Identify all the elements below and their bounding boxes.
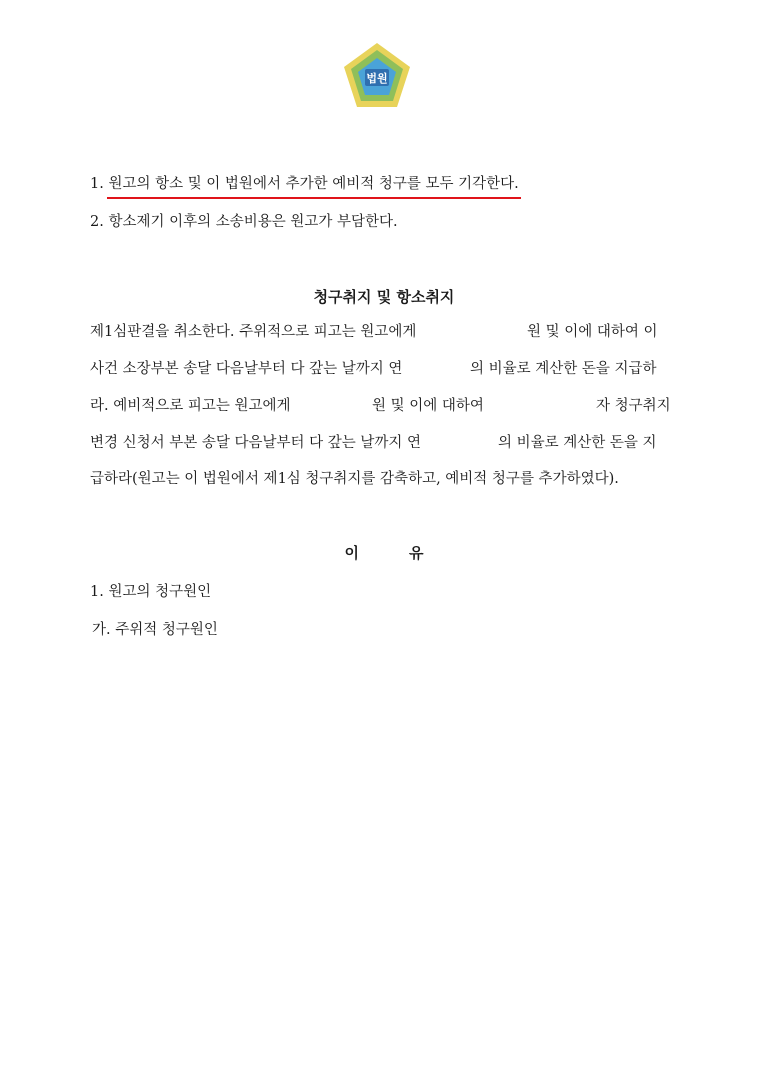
claim-line-2-part-a: 사건 소장부본 송달 다음날부터 다 갚는 날까지 연 bbox=[90, 361, 403, 377]
claim-line-3-part-a: 라. 예비적으로 피고는 원고에게 bbox=[90, 398, 291, 414]
court-seal-icon bbox=[341, 41, 413, 113]
claim-line-4-part-a: 변경 신청서 부본 송달 다음날부터 다 갚는 날까지 연 bbox=[90, 435, 422, 451]
order-item-2: 2. 항소제기 이후의 소송비용은 원고가 부담한다. bbox=[90, 214, 398, 230]
reason-heading-right: 유 bbox=[409, 544, 424, 562]
reason-heading bbox=[0, 543, 768, 563]
svg-text:법원: 법원 bbox=[366, 72, 388, 85]
red-underline bbox=[107, 197, 521, 199]
claim-line-3-part-b: 원 및 이에 대하여 bbox=[372, 398, 484, 414]
claim-line-1-part-b: 원 및 이에 대하여 이 bbox=[527, 324, 658, 340]
claim-line-5-part-a: 급하라(원고는 이 법원에서 제1심 청구취지를 감축하고, 예비적 청구를 추가하였다). bbox=[90, 471, 619, 487]
claim-heading: 청구취지 및 항소취지 bbox=[313, 288, 455, 306]
claim-line-1-part-a: 제1심판결을 취소한다. 주위적으로 피고는 원고에게 bbox=[90, 324, 417, 340]
reason-subitem-1: 가. 주위적 청구원인 bbox=[92, 622, 218, 638]
reason-item-1: 1. 원고의 청구원인 bbox=[90, 584, 212, 600]
claim-line-4-part-b: 의 비율로 계산한 돈을 지 bbox=[498, 435, 657, 451]
claim-line-3-part-c: 자 청구취지 bbox=[596, 398, 671, 414]
reason-heading-left: 이 bbox=[344, 544, 359, 562]
claim-line-2-part-b: 의 비율로 계산한 돈을 지급하 bbox=[470, 361, 657, 377]
order-item-1: 1. 원고의 항소 및 이 법원에서 추가한 예비적 청구를 모두 기각한다. bbox=[90, 176, 519, 192]
